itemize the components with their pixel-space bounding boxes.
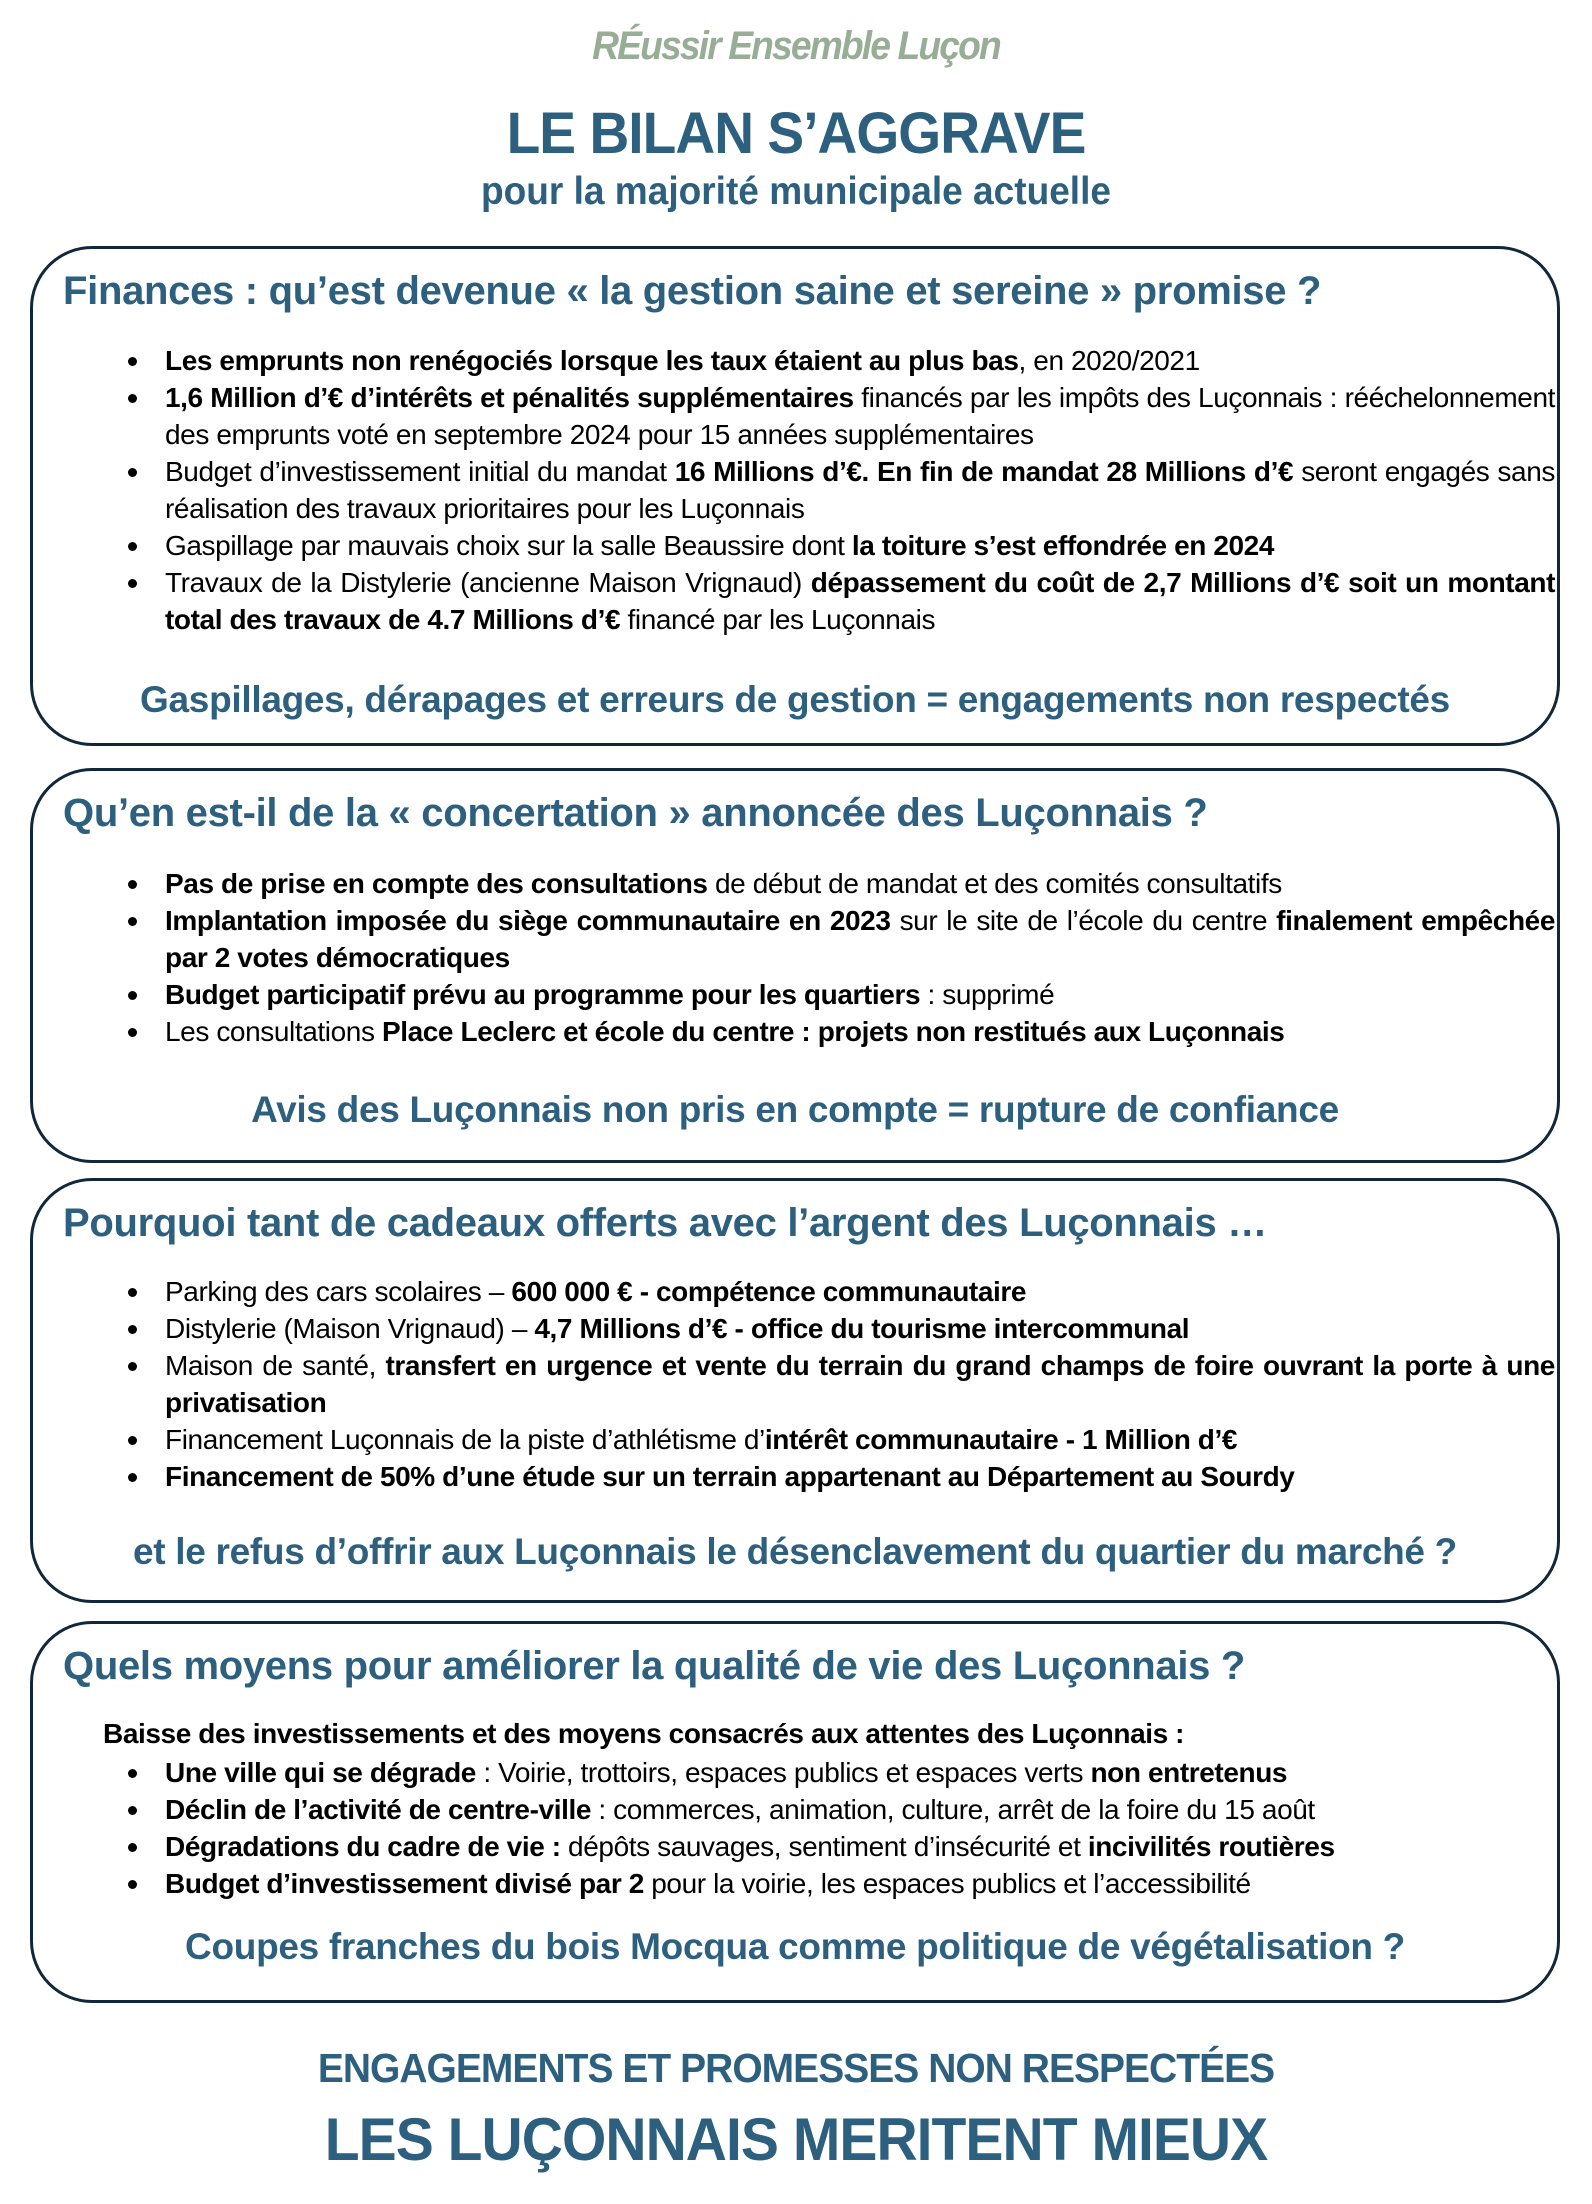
bold-text: incivilités routières (1087, 1831, 1335, 1862)
section-intro: Baisse des investissements et des moyens consacrés aux attentes des Luçonnais : (103, 1718, 1185, 1749)
bullet-list (165, 865, 1555, 1050)
bold-text: Déclin de l’activité de centre-ville (165, 1794, 591, 1825)
section-title: Qu’en est-il de la « concertation » annoncée des Luçonnais ? (63, 791, 1208, 835)
text: Budget d’investissement initial du mandat (165, 456, 675, 487)
section-conclusion: Avis des Luçonnais non pris en compte = rupture de confiance (251, 1089, 1339, 1130)
section-cadeaux (30, 1178, 1560, 1603)
text: Les consultations (165, 1016, 382, 1047)
text: de début de mandat et des comités consultatifs (707, 868, 1282, 899)
section-conclusion: Coupes franches du bois Mocqua comme politique de végétalisation ? (185, 1926, 1405, 1967)
bold-text: Financement de 50% d’une étude sur un terrain appartenant au Département au Sourdy (165, 1461, 1295, 1492)
bold-text: Une ville qui se dégrade (165, 1757, 476, 1788)
bold-text: Place Leclerc et école du centre : projets non restitués aux Luçonnais (381, 1016, 1285, 1047)
list-item (165, 902, 1555, 976)
bold-text: 1,6 Million d’€ d’intérêts et pénalités supplémentaires (165, 382, 854, 413)
list-item (165, 1791, 1555, 1828)
list-item (165, 1865, 1555, 1902)
section-conclusion: Gaspillages, dérapages et erreurs de gestion = engagements non respectés (140, 679, 1450, 720)
list-item (165, 564, 1555, 638)
list-item (165, 527, 1555, 564)
text: financés par les impôts des Luçonnais : rééchelonnement des emprunts voté en septembre 2024 pour 15 années supplémentaires (165, 382, 1555, 450)
text: : Voirie, trottoirs, espaces publics et espaces verts (475, 1757, 1091, 1788)
text: Gaspillage par mauvais choix sur la salle Beaussire dont (165, 530, 852, 561)
list-item (165, 1273, 1555, 1310)
list-item (165, 1310, 1555, 1347)
list-item (165, 379, 1555, 453)
text: , en 2020/2021 (1018, 345, 1200, 376)
text: Distylerie (Maison Vrignaud) – (165, 1313, 535, 1344)
footer-slogan: ENGAGEMENTS ET PROMESSES NON RESPECTÉES (317, 2045, 1275, 2091)
page-title: LE BILAN S’AGGRAVE (506, 101, 1086, 166)
text: pour la voirie, les espaces publics et l’accessibilité (643, 1868, 1251, 1899)
text: : commerces, animation, culture, arrêt de la foire du 15 août (591, 1794, 1315, 1825)
text: Parking des cars scolaires – (165, 1276, 512, 1307)
text: Travaux de la Distylerie (ancienne Maison Vrignaud) (165, 567, 811, 598)
bold-text: Les emprunts non renégociés lorsque les taux étaient au plus bas (165, 345, 1019, 376)
list-item (165, 1347, 1555, 1421)
section-finances (30, 246, 1560, 746)
bold-text: Pas de prise en compte des consultations (165, 868, 708, 899)
text: Financement Luçonnais de la piste d’athlétisme d’ (165, 1424, 765, 1455)
list-item (165, 1421, 1555, 1458)
text: sur le site de l’école du centre (890, 905, 1277, 936)
list-item (165, 453, 1555, 527)
list-item (165, 1828, 1555, 1865)
bold-text: finalement empêchée par 2 votes démocratiques (165, 905, 1555, 973)
section-conclusion: et le refus d’offrir aux Luçonnais le désenclavement du quartier du marché ? (133, 1531, 1457, 1572)
list-item (165, 342, 1555, 379)
bold-text: Budget d’investissement divisé par 2 (165, 1868, 644, 1899)
list-item (165, 1458, 1555, 1495)
bold-text: transfert en urgence et vente du terrain du grand champs de foire ouvrant la porte à une privatisation (165, 1350, 1555, 1418)
text: financé par les Luçonnais (620, 604, 936, 635)
section-concertation (30, 768, 1560, 1163)
list-item (165, 976, 1555, 1013)
footer-headline: LES LUÇONNAIS MERITENT MIEUX (324, 2106, 1268, 2173)
bullet-list (165, 1754, 1555, 1902)
page-subtitle: pour la majorité municipale actuelle (480, 170, 1112, 213)
bold-text: 600 000 € - compétence communautaire (511, 1276, 1027, 1307)
bold-text: 4,7 Millions d’€ - office du tourisme intercommunal (534, 1313, 1190, 1344)
text: : supprimé (920, 979, 1055, 1010)
bullet-list (165, 1273, 1555, 1495)
text: seront engagés sans réalisation des travaux prioritaires pour les Luçonnais (165, 456, 1555, 524)
bold-text: 16 Millions d’€. En fin de mandat 28 Millions d’€ (674, 456, 1294, 487)
text: dépôts sauvages, sentiment d’insécurité et (560, 1831, 1088, 1862)
bold-text: non entretenus (1090, 1757, 1288, 1788)
list-item (165, 865, 1555, 902)
bold-text: la toiture s’est effondrée en 2024 (851, 530, 1275, 561)
section-qualite-de-vie (30, 1621, 1560, 2003)
list-item (165, 1754, 1555, 1791)
bold-text: Implantation imposée du siège communautaire en 2023 (165, 905, 891, 936)
bold-text: dépassement du coût de 2,7 Millions d’€ soit un montant total des travaux de 4.7 Millions d’€ (165, 567, 1556, 635)
section-title: Finances : qu’est devenue « la gestion saine et sereine » promise ? (63, 269, 1322, 313)
bold-text: Budget participatif prévu au programme pour les quartiers (165, 979, 921, 1010)
bullet-list (165, 342, 1555, 638)
section-title: Pourquoi tant de cadeaux offerts avec l’argent des Luçonnais … (63, 1201, 1267, 1245)
bold-text: Dégradations du cadre de vie : (165, 1831, 561, 1862)
bold-text: intérêt communautaire - 1 Million d’€ (764, 1424, 1238, 1455)
section-title: Quels moyens pour améliorer la qualité de vie des Luçonnais ? (63, 1644, 1246, 1688)
brand-name: RÉussir Ensemble Luçon (592, 24, 1000, 68)
text: Maison de santé, (165, 1350, 386, 1381)
list-item (165, 1013, 1555, 1050)
